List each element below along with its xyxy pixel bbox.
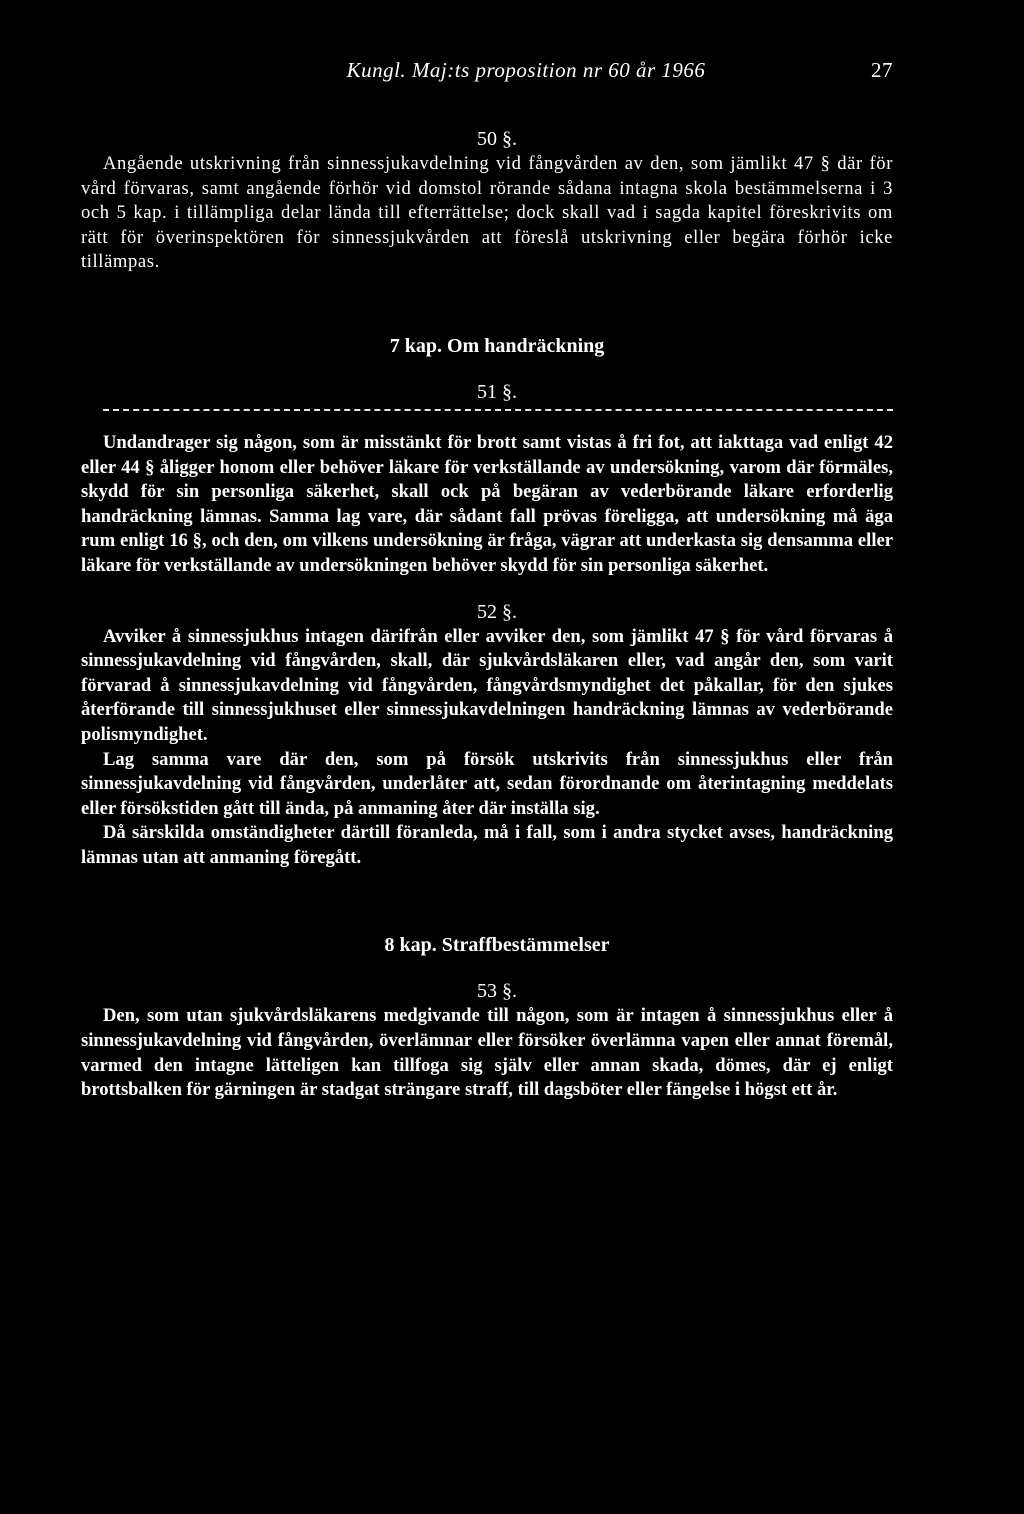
document-page: [81, 58, 893, 1103]
section-53-number: 53 §.: [477, 980, 517, 1003]
section-52-paragraph-2: Lag samma vare där den, som på försök utskrivits från sinnessjukhus eller från sinnessjukavdelning vid fångvården, underlåter att, sedan förordnande om återintagning meddelats eller försökstiden gått till ända, på anmaning åter där inställa sig.: [81, 748, 893, 819]
chapter-7-heading: 7 kap. Om handräckning: [389, 334, 605, 357]
page-number: 27: [871, 58, 893, 82]
section-52-paragraph-1: Avviker å sinnessjukhus intagen därifrån eller avviker den, som jämlikt 47 § för vård förvaras å sinnessjukavdelning vid fångvården, skall, där sjukvårdsläkaren eller, vad angår den, som varit förvarad å sinnessjukavdelning vid fångvården, fångvårdsmyndighet det påkallar, för den sjukes återförande till sinnessjukhuset eller sinnessjukavdelningen handräckning lämnas av vederbörande polismyndighet.: [81, 625, 893, 745]
omission-dashed-line: [103, 409, 893, 411]
section-50-text: Angående utskrivning från sinnessjukavdelning vid fångvården av den, som jämlikt 47 § där för vård förvaras, samt angående förhör vid domstol rörande sådana intagna skola bestämmelserna i 3 och 5 kap. i tillämpliga delar lända till efterrättelse; dock skall vad i sagda kapitel föreskrivits om rätt för överinspektören för sinnessjukvården att föreslå utskrivning eller begära förhör icke tillämpas.: [81, 153, 893, 273]
running-header: [81, 58, 893, 90]
section-51-number: 51 §.: [477, 380, 517, 403]
section-50-number: 50 §.: [477, 128, 517, 150]
header-title: Kungl. Maj:ts proposition nr 60 år 1966: [346, 58, 706, 82]
chapter-8-heading: 8 kap. Straffbestämmelser: [384, 934, 610, 957]
section-52-number: 52 §.: [477, 600, 517, 623]
section-51-text: Undandrager sig någon, som är misstänkt för brott samt vistas å fri fot, att iakttaga vad enligt 42 eller 44 § åligger honom eller behöver läkare för verkställande av undersökning, varom där förmäles, skydd för sin personliga säkerhet, skall ock på begäran av vederbörande läkare erforderlig handräckning lämnas. Samma lag vare, där sådant fall prövas föreligga, att undersökning må äga rum enligt 16 §, och den, om vilkens undersökning är fråga, vägrar att underkasta sig densamma eller läkare för verkställande av undersökningen behöver skydd för sin personliga säkerhet.: [81, 431, 893, 576]
section-53-text: Den, som utan sjukvårdsläkarens medgivande till någon, som är intagen å sinnessjukhus eller å sinnessjukavdelning vid fångvården, överlämnar eller försöker överlämna vapen eller annat föremål, varmed den intagne lätteligen kan tillfoga sig själv eller annan skada, dömes, där ej enligt brottsbalken för gärningen är stadgat strängare straff, till dagsböter eller fängelse i högst ett år.: [81, 1005, 893, 1101]
section-52-paragraph-3: Då särskilda omständigheter därtill föranleda, må i fall, som i andra stycket avses, handräckning lämnas utan att anmaning föregått.: [81, 822, 893, 868]
